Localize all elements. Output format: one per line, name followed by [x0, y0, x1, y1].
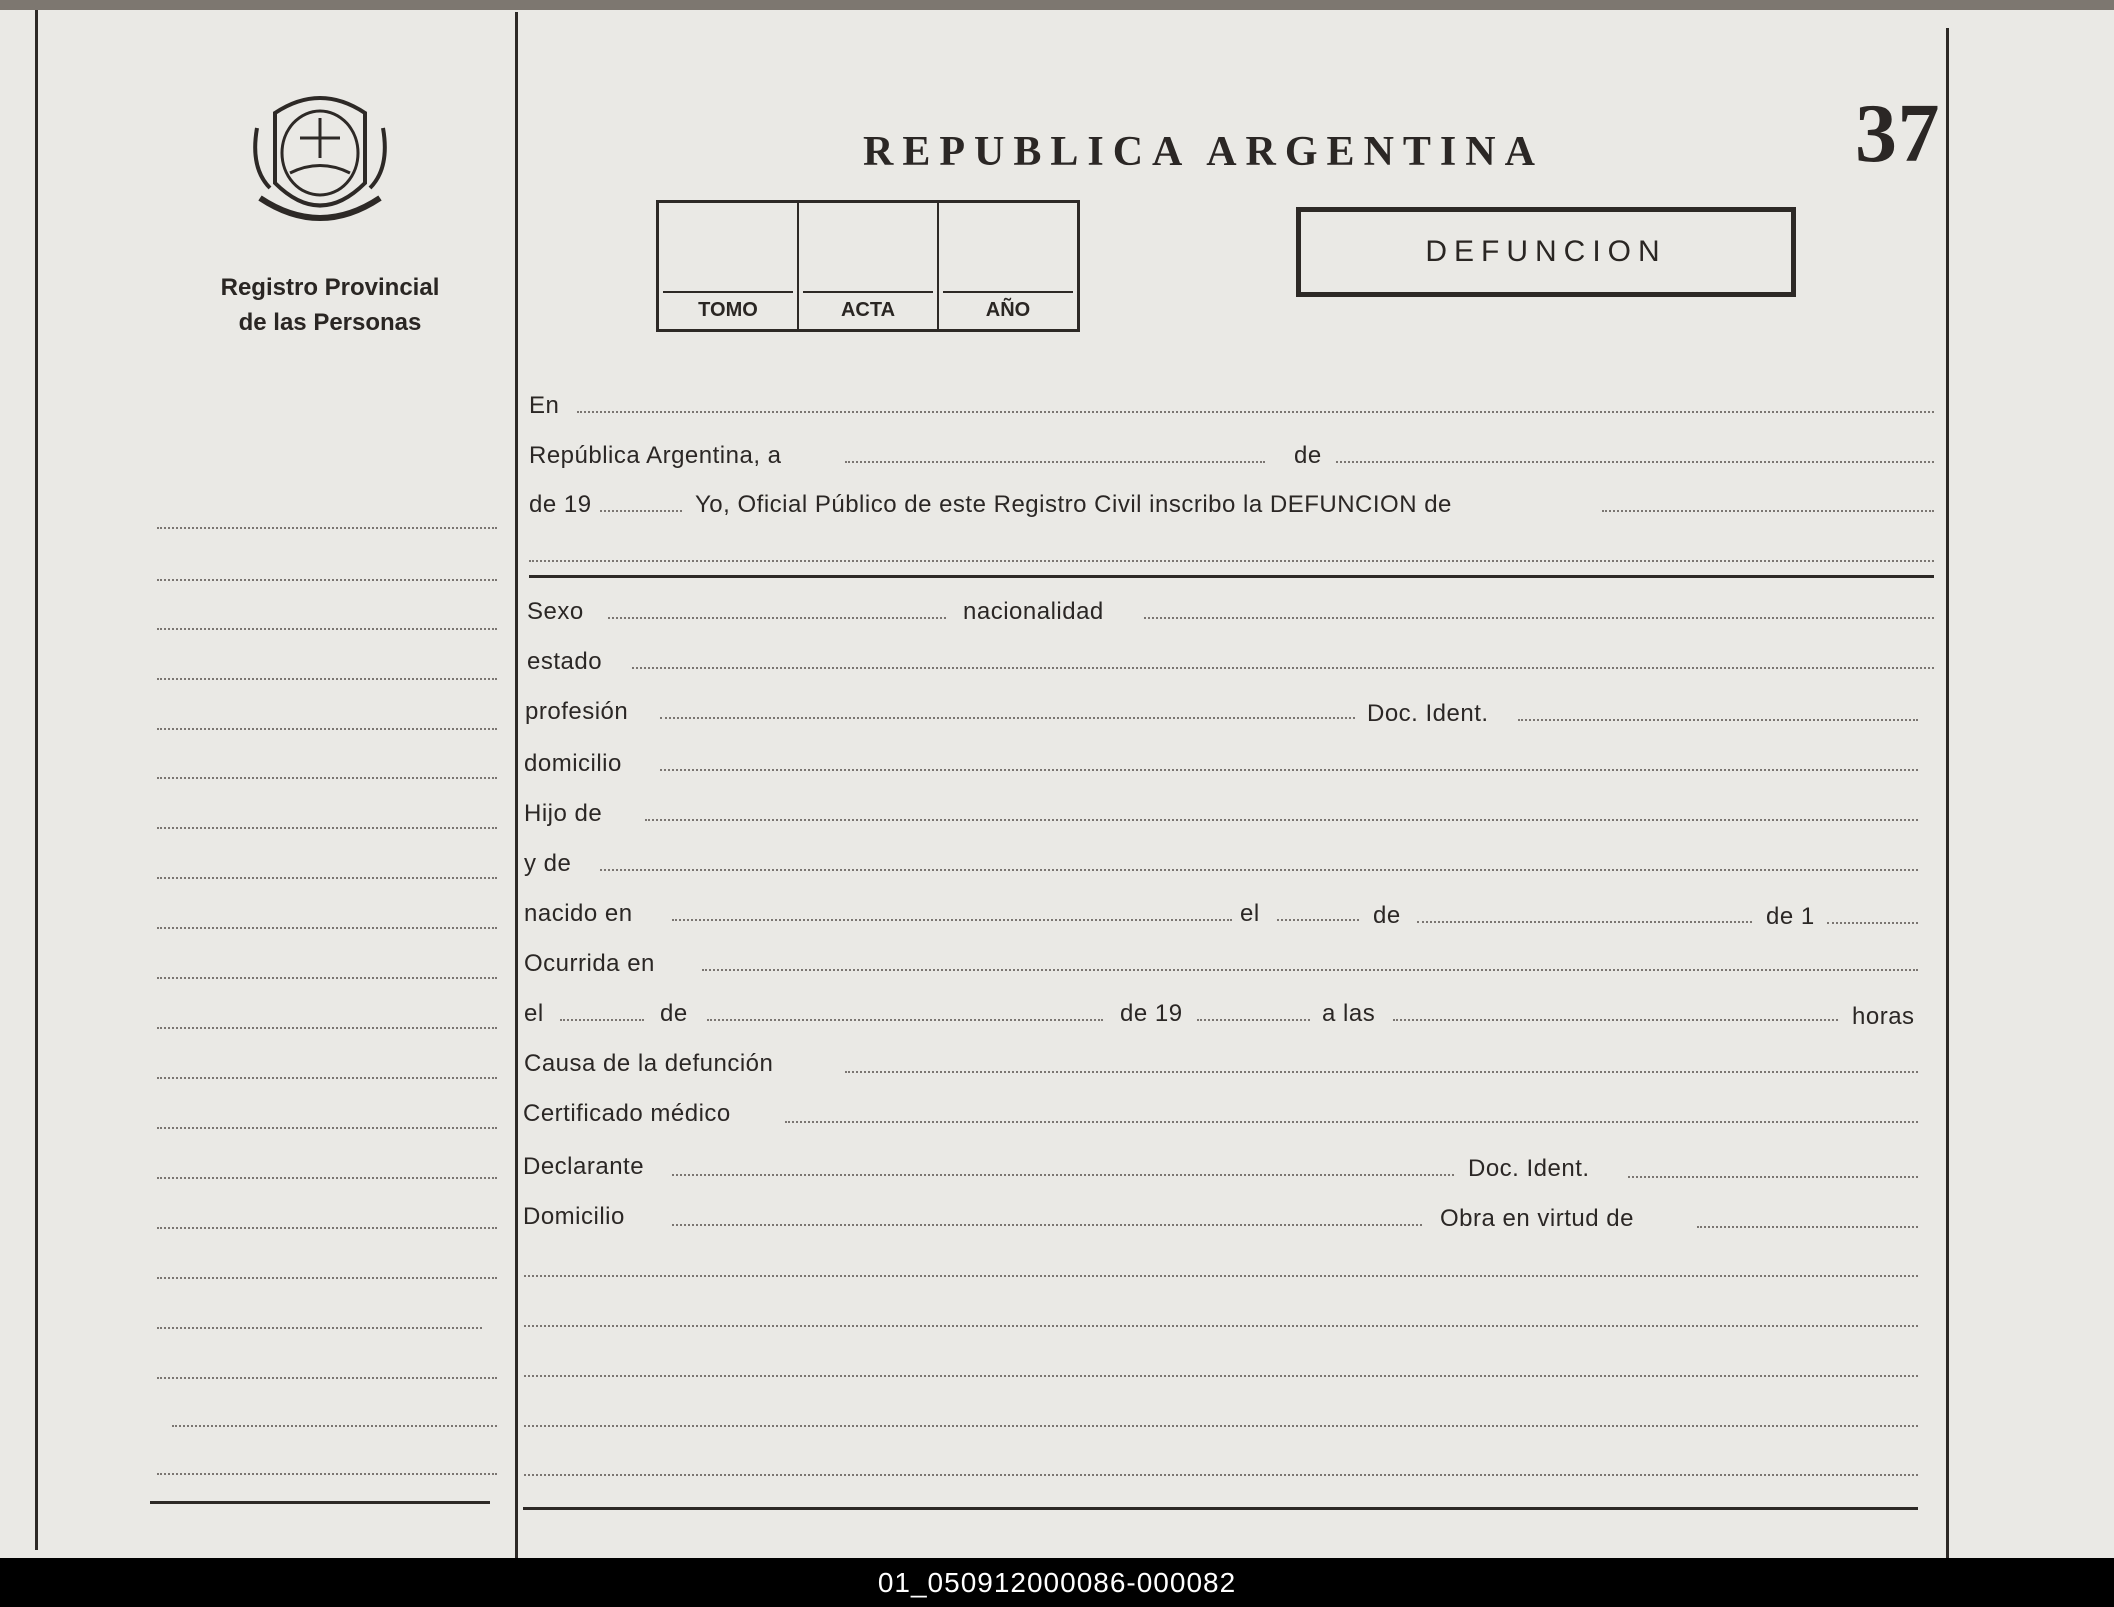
misiones-coat-of-arms-icon [245, 88, 395, 243]
margin-note-line [157, 877, 497, 879]
field-line-death-day [560, 1019, 644, 1021]
label-de-death: de [660, 1000, 688, 1027]
label-domicilio: domicilio [524, 750, 622, 777]
label-doc-ident-declarante: Doc. Ident. [1468, 1155, 1590, 1182]
margin-note-line [157, 527, 497, 529]
label-obra: Obra en virtud de [1440, 1205, 1634, 1232]
margin-note-line [157, 1177, 497, 1179]
label-de-19: de 19 [529, 491, 592, 518]
label-el-birth: el [1240, 900, 1260, 927]
margin-note-line [157, 1027, 497, 1029]
field-line-father [645, 819, 1918, 821]
form-bottom-rule [523, 1507, 1918, 1510]
image-id-footer [0, 1558, 2114, 1607]
field-line-estado [632, 667, 1934, 669]
margin-note-line [157, 1473, 497, 1475]
margin-note-line [157, 977, 497, 979]
field-line-day [845, 461, 1265, 463]
margin-note-line [157, 728, 497, 730]
column-divider-line [515, 12, 518, 1558]
field-line-extra [524, 1474, 1918, 1476]
label-profesion: profesión [525, 698, 629, 725]
label-republica: República Argentina, a [529, 442, 782, 469]
field-line-deceased-name [1602, 510, 1934, 512]
margin-note-line [172, 1425, 497, 1427]
page-number: 37 [1855, 87, 1940, 180]
acta-label: ACTA [840, 299, 896, 321]
ano-cell [939, 203, 1077, 329]
margin-note-line [157, 1327, 482, 1329]
field-line-extra [524, 1275, 1918, 1277]
ano-label: AÑO [985, 299, 1031, 321]
field-line-month [1336, 461, 1934, 463]
label-declarante: Declarante [523, 1153, 645, 1180]
label-a-las: a las [1322, 1000, 1376, 1027]
label-de-1: de 1 [1766, 903, 1815, 930]
label-y-de: y de [524, 850, 572, 877]
field-line-domicilio-declarante [672, 1224, 1422, 1226]
image-id-label: 01_050912000086-000082 [877, 1566, 1237, 1598]
field-line-domicilio [660, 769, 1918, 771]
registry-line-2: de las Personas [238, 309, 422, 336]
field-line-deceased-name-cont [529, 560, 1934, 562]
field-line-causa [845, 1071, 1918, 1073]
field-line-death-place [702, 969, 1918, 971]
register-reference-box [656, 200, 1080, 332]
field-line-death-time [1393, 1019, 1838, 1021]
label-domicilio-declarante: Domicilio [523, 1203, 625, 1230]
margin-note-line [157, 1277, 497, 1279]
label-nacionalidad: nacionalidad [963, 598, 1104, 625]
registry-name [180, 270, 480, 340]
label-el-death: el [524, 1000, 544, 1027]
top-edge-line [0, 0, 2114, 10]
margin-note-line [157, 628, 497, 630]
margin-note-line [157, 827, 497, 829]
field-line-en [577, 411, 1934, 413]
field-line-death-year [1197, 1019, 1310, 1021]
coat-of-arms [245, 88, 395, 243]
margin-note-line [157, 927, 497, 929]
field-line-sexo [608, 617, 946, 619]
field-line-extra [524, 1325, 1918, 1327]
margin-note-line [157, 1127, 497, 1129]
field-line-extra [524, 1375, 1918, 1377]
label-inscribo: Yo, Oficial Público de este Registro Civil inscribo la DEFUNCION de [695, 491, 1452, 518]
label-de-19-death: de 19 [1120, 1000, 1183, 1027]
field-line-obra [1697, 1226, 1918, 1228]
field-line-mother [600, 869, 1918, 871]
left-margin-line [35, 10, 38, 1550]
margin-note-line [157, 1377, 497, 1379]
label-estado: estado [527, 648, 603, 675]
field-line-birth-year [1827, 922, 1918, 924]
field-line-profesion [660, 717, 1355, 719]
page-title: REPUBLICA ARGENTINA [863, 129, 1544, 175]
label-ocurrida-en: Ocurrida en [524, 950, 655, 977]
field-line-extra [524, 1425, 1918, 1427]
label-en: En [529, 392, 560, 419]
field-line-birth-day [1277, 919, 1359, 921]
label-de-month: de [1294, 442, 1322, 469]
label-horas: horas [1852, 1003, 1915, 1030]
margin-note-line [157, 1227, 497, 1229]
field-line-birthplace [672, 919, 1232, 921]
label-hijo-de: Hijo de [524, 800, 603, 827]
record-type-box [1296, 207, 1796, 297]
field-line-birth-month [1417, 921, 1752, 923]
section-divider [529, 575, 1934, 578]
right-margin-line [1946, 28, 1949, 1558]
field-line-year [600, 510, 682, 512]
margin-note-line [157, 1077, 497, 1079]
label-doc-ident: Doc. Ident. [1367, 700, 1489, 727]
label-causa: Causa de la defunción [524, 1050, 774, 1077]
field-line-certificado [785, 1121, 1918, 1123]
field-line-declarante [672, 1174, 1454, 1176]
label-de-birth: de [1373, 902, 1401, 929]
margin-note-line [157, 678, 497, 680]
label-sexo: Sexo [527, 598, 584, 625]
field-line-doc-ident [1518, 719, 1918, 721]
tomo-label: TOMO [698, 299, 758, 321]
sidebar-bottom-rule [150, 1501, 490, 1504]
field-line-nacionalidad [1144, 617, 1934, 619]
label-nacido-en: nacido en [524, 900, 633, 927]
field-line-death-month [707, 1019, 1103, 1021]
acta-cell [799, 203, 939, 329]
label-certificado: Certificado médico [523, 1100, 731, 1127]
registry-line-1: Registro Provincial [220, 274, 440, 301]
tomo-cell [659, 203, 799, 329]
margin-note-line [157, 777, 497, 779]
margin-note-line [157, 579, 497, 581]
field-line-doc-ident-declarante [1628, 1176, 1918, 1178]
record-type-label: DEFUNCION [1425, 235, 1667, 268]
